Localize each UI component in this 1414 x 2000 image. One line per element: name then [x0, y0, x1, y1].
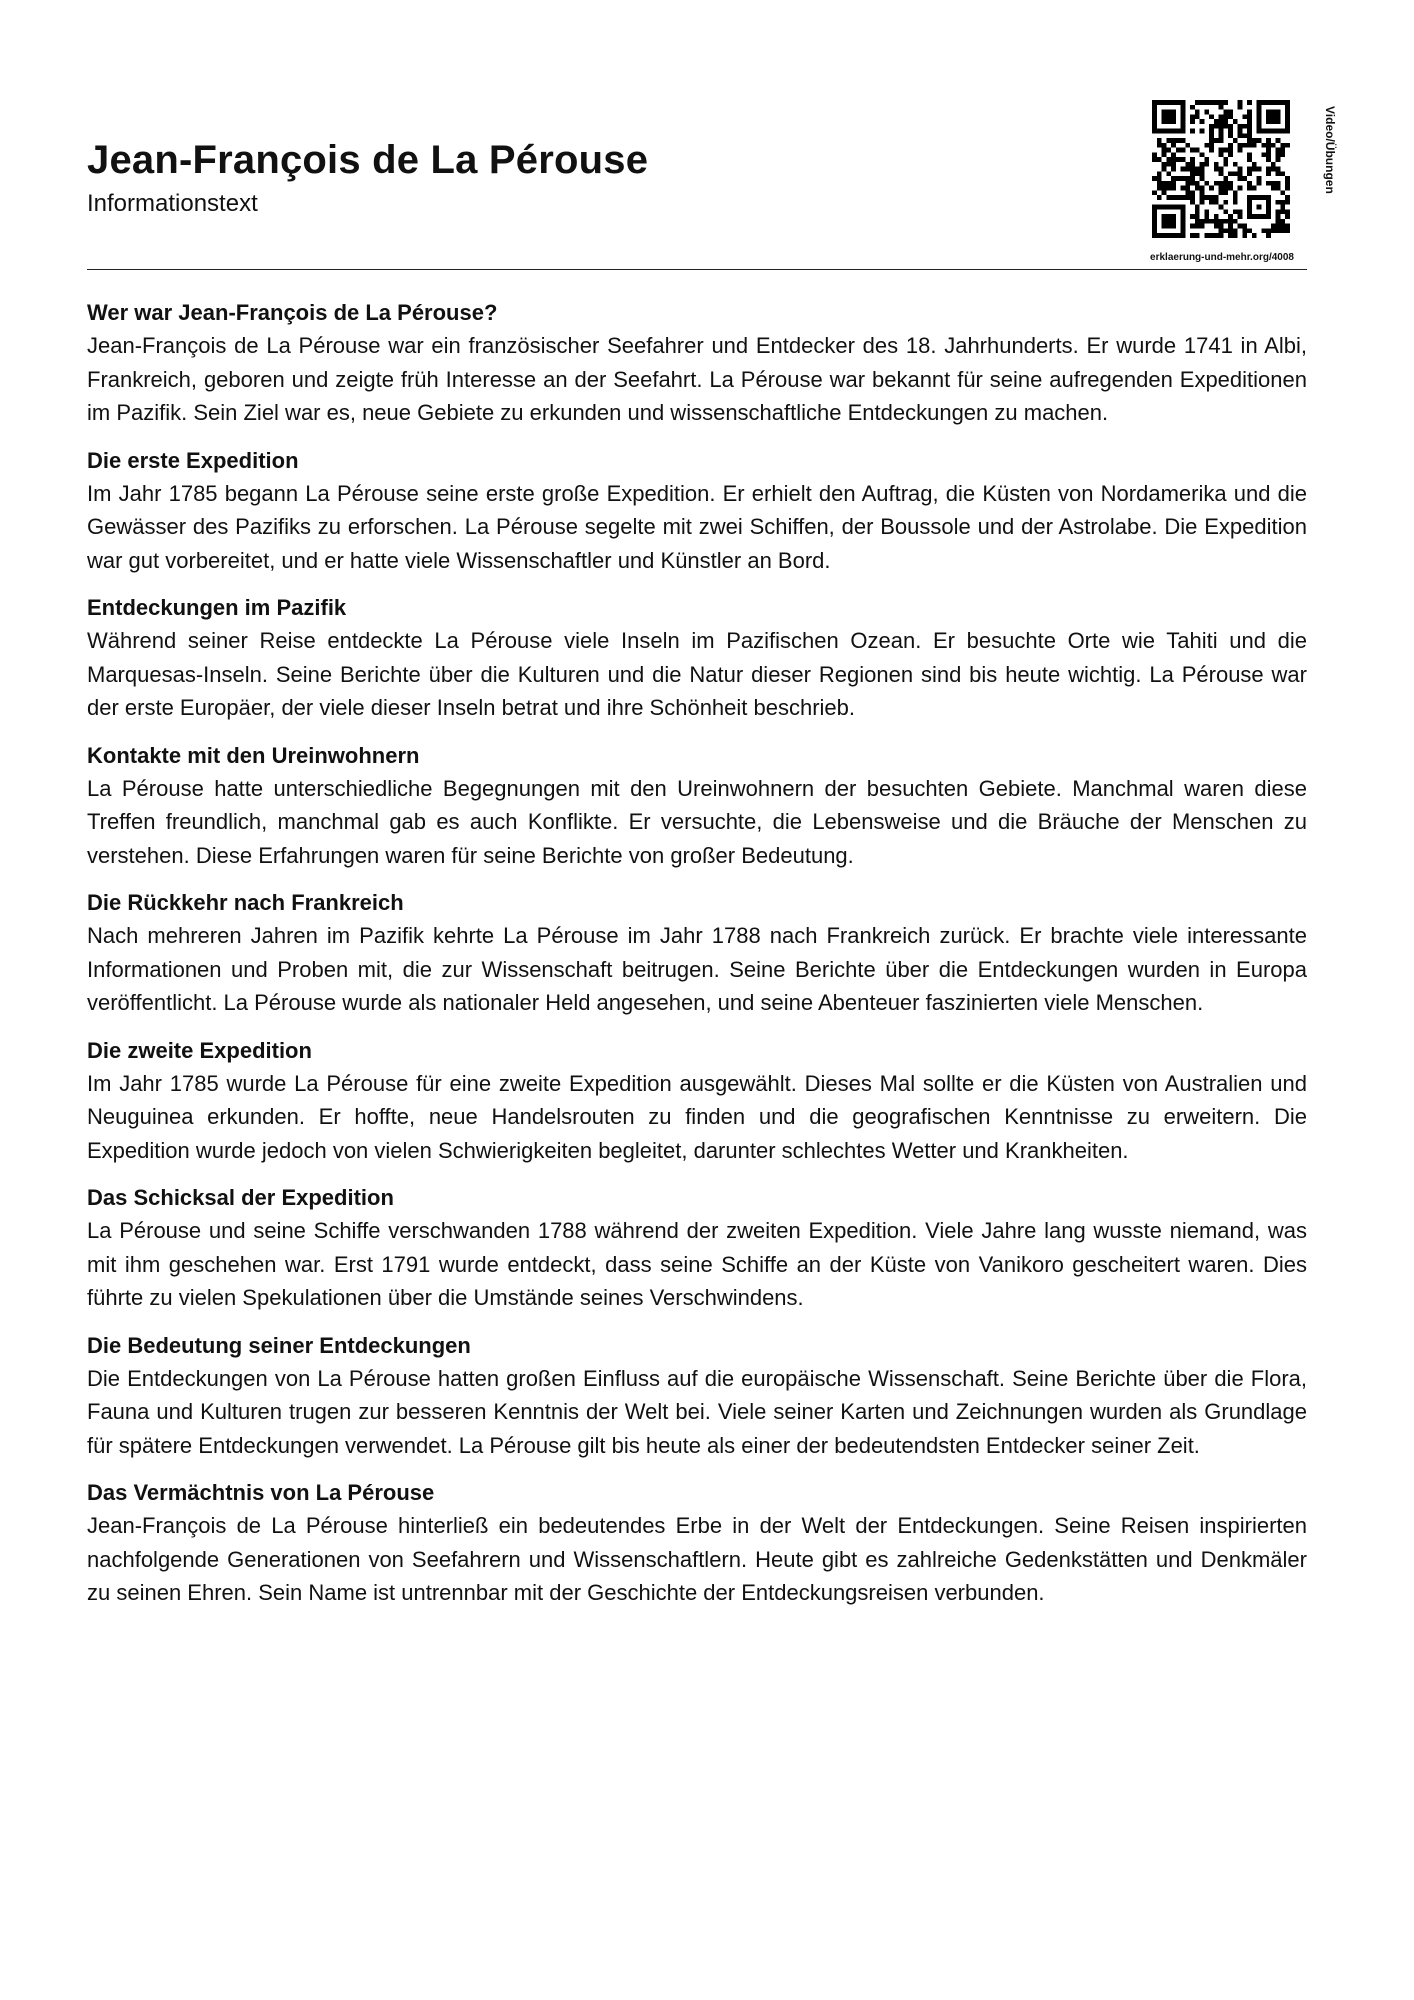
section-second-expedition — [87, 1034, 1307, 1168]
section-paragraph: La Pérouse hatte unterschiedliche Begegnungen mit den Ureinwohnern der besuchten Gebiete. Manchmal waren diese Treffen freundlich, manchmal gab es auch Konflikte. Er versuchte, die Lebensweise und die Bräuche der Menschen zu verstehen. Diese Erfahrungen waren für seine Berichte von großer Bedeutung. — [87, 775, 1307, 868]
section-heading: Die Bedeutung seiner Entdeckungen — [87, 1332, 471, 1358]
qr-code-icon[interactable] — [1152, 100, 1290, 238]
section-fate-of-expedition — [87, 1181, 1307, 1315]
section-indigenous-contacts — [87, 739, 1307, 873]
section-paragraph: Nach mehreren Jahren im Pazifik kehrte La Pérouse im Jahr 1788 nach Frankreich zurück. Er brachte viele interessante Informationen und Proben mit, die zur Wissenschaft beitrugen. Seine Berichte über die Entdeckungen wurden in Europa veröffentlicht. La Pérouse wurde als nationaler Held angesehen, und seine Abenteuer faszinierten viele Menschen. — [87, 923, 1307, 1015]
section-heading: Das Schicksal der Expedition — [87, 1185, 394, 1210]
section-paragraph: Während seiner Reise entdeckte La Pérouse viele Inseln im Pazifischen Ozean. Er besuchte Orte wie Tahiti und die Marquesas-Inseln. Seine Berichte über die Kulturen und die Natur dieser Regionen sind bis heute wichtig. La Pérouse war der erste Europäer, der viele dieser Inseln betrat und ihre Schönheit beschrieb. — [87, 628, 1307, 720]
section-paragraph: Im Jahr 1785 begann La Pérouse seine erste große Expedition. Er erhielt den Auftrag, die Küsten von Nordamerika und die Gewässer des Pazifiks zu erforschen. La Pérouse segelte mit zwei Schiffen, der Boussole und der Astrolabe. Die Expedition war gut vorbereitet, und er hatte viele Wissenschaftler und Künstler an Bord. — [87, 480, 1307, 573]
qr-link-url[interactable]: erklaerung-und-mehr.org/4008 — [1150, 252, 1294, 263]
section-heading: Das Vermächtnis von La Pérouse — [87, 1480, 435, 1505]
section-paragraph: Die Entdeckungen von La Pérouse hatten großen Einfluss auf die europäische Wissenschaft. Seine Berichte über die Flora, Fauna und Kulturen trugen zur besseren Kenntnis der Welt bei. Viele seiner Karten und Zeichnungen wurden als Grundlage für spätere Entdeckungen verwendet. La Pérouse gilt bis heute als einer der bedeutendsten Entdecker seiner Zeit. — [87, 1365, 1307, 1458]
section-legacy — [87, 1476, 1307, 1610]
section-paragraph: La Pérouse und seine Schiffe verschwanden 1788 während der zweiten Expedition. Viele Jahre lang wusste niemand, was mit ihm geschehen war. Erst 1791 wurde entdeckt, dass seine Schiffe an der Küste von Vanikoro gescheitert waren. Dies führte zu vielen Spekulationen über die Umstände seines Verschwindens. — [87, 1218, 1307, 1310]
header-divider — [87, 269, 1307, 270]
text-content — [87, 296, 1307, 1624]
page-header — [87, 100, 1337, 270]
video-exercises-label: Video/Übungen — [1323, 106, 1337, 194]
section-heading: Wer war Jean-François de La Pérouse? — [87, 300, 498, 325]
section-who-was — [87, 296, 1307, 430]
section-significance — [87, 1329, 1307, 1463]
section-heading: Die zweite Expedition — [87, 1037, 312, 1063]
section-paragraph: Jean-François de La Pérouse hinterließ ein bedeutendes Erbe in der Welt der Entdeckungen. Seine Reisen inspirierten nachfolgende Generationen von Seefahrern und Wissenschaftlern. Heute gibt es zahlreiche Gedenkstätten und Denkmäler zu seinen Ehren. Sein Name ist untrennbar mit der Geschichte der Entdeckungsreisen verbunden. — [87, 1513, 1307, 1605]
section-heading: Die Rückkehr nach Frankreich — [87, 890, 404, 915]
section-heading: Kontakte mit den Ureinwohnern — [87, 742, 420, 768]
section-heading: Entdeckungen im Pazifik — [87, 595, 347, 620]
section-pacific-discoveries — [87, 591, 1307, 725]
section-heading: Die erste Expedition — [87, 447, 299, 473]
section-first-expedition — [87, 444, 1307, 578]
section-return-to-france — [87, 886, 1307, 1020]
section-paragraph: Jean-François de La Pérouse war ein französischer Seefahrer und Entdecker des 18. Jahrhunderts. Er wurde 1741 in Albi, Frankreich, geboren und zeigte früh Interesse an der Seefahrt. La Pérouse war bekannt für seine aufregenden Expeditionen im Pazifik. Sein Ziel war es, neue Gebiete zu erkunden und wissenschaftliche Entdeckungen zu machen. — [87, 333, 1307, 425]
page-title: Jean-François de La Pérouse — [87, 138, 649, 182]
section-paragraph: Im Jahr 1785 wurde La Pérouse für eine zweite Expedition ausgewählt. Dieses Mal sollte er die Küsten von Australien und Neuguinea erkunden. Er hoffte, neue Handelsrouten zu finden und die geografischen Kenntnisse zu erweitern. Die Expedition wurde jedoch von vielen Schwierigkeiten begleitet, darunter schlechtes Wetter und Krankheiten. — [87, 1070, 1307, 1163]
page-subtitle: Informationstext — [87, 190, 258, 217]
